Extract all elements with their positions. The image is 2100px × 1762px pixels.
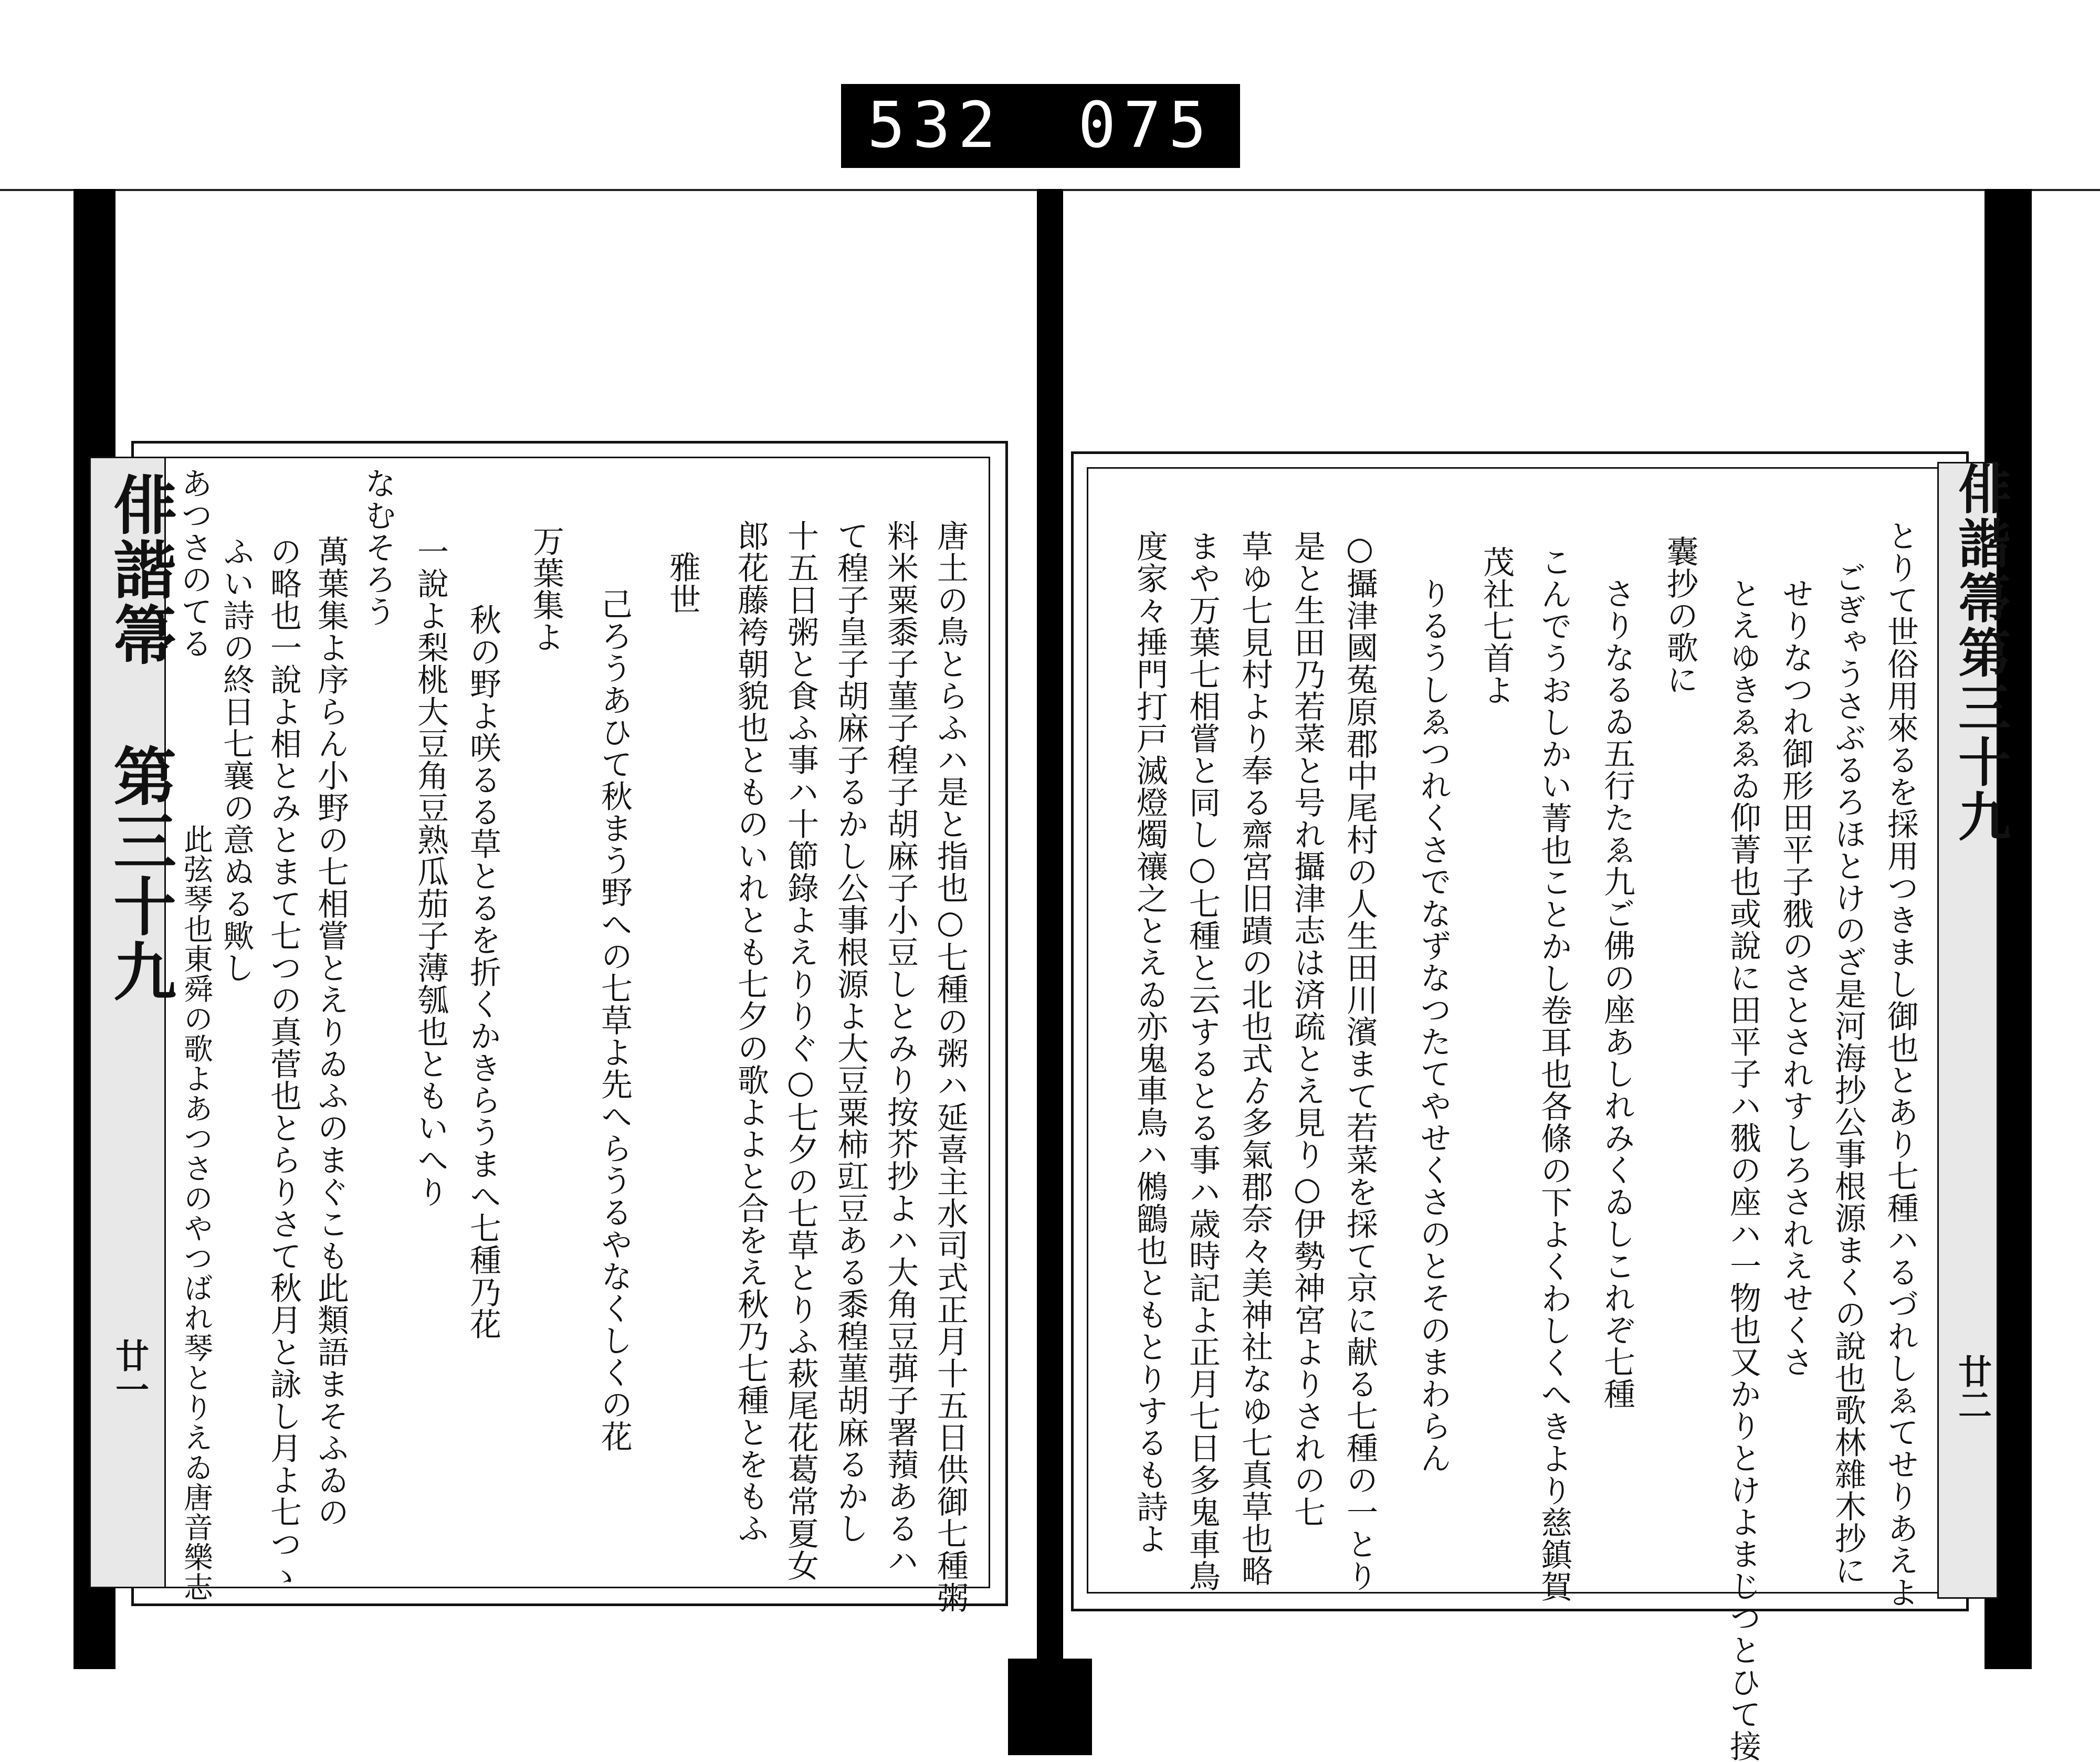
right-page-column-5: 囊抄の歌に <box>1662 535 1698 695</box>
right-page-column-11: 是と生田乃若菜と号れ攝津志は済疏とえ見り○伊勢神宮よりされの七 <box>1289 530 1326 1528</box>
left-page-margin-title: 俳諧箒 第三十九 <box>103 472 177 1004</box>
right-page-column-4: とえゆきゑゑゐ仰菁也或說に田平子ハ𦐂の座ハ一物也又かりとけよまじつとひて接 <box>1725 577 1761 1762</box>
right-page-column-14: 度家々捶門打戸滅燈燭禳之とえゐ亦鬼車鳥ハ鵂鶹也ともとりするも詩よ <box>1131 530 1168 1555</box>
right-page-column-2: ごぎゃうさぶるろほとけのざ是河海抄公事根源まくの說也歌林雜木抄に <box>1830 562 1866 1586</box>
left-page-column-6: 雅世 <box>664 551 701 615</box>
left-page-column-11: なむそろう <box>360 467 396 627</box>
left-page-column-7: 己ろうあひて秋まう野への七草よ先へらうるやなくしくの花 <box>596 588 633 1452</box>
right-page-column-9: りるうしゑつれくさでなずなつたてやせくさのとそのまわらん <box>1415 577 1452 1474</box>
left-page-column-10: 一說よ梨桃大豆角豆熟瓜茄子薄瓠也ともいへり <box>412 535 449 1208</box>
reel-number-label <box>841 84 1240 168</box>
right-page-column-3: せりなつれ御形田平子𦐂のさとされすしろされえせくさ <box>1777 577 1814 1378</box>
right-page-column-13: まや万葉七相嘗と同し○七種と云するとる事ハ歳時記よ正月七日多鬼車鳥 <box>1184 530 1221 1592</box>
left-page-column-14: ふい詩の終日七襄の意ぬる歟し <box>218 535 255 984</box>
left-page-column-8: 万葉集よ <box>528 525 564 653</box>
left-page-column-12: 萬葉集よ序らん小野の七相嘗とえりゐふのまぐこも此類語まそふゐの <box>312 535 349 1528</box>
gutter-clamp <box>1008 1659 1092 1755</box>
right-page-margin-title: 俳諧箒第三十九 <box>1949 462 2011 844</box>
right-page-column-6: さりなるゐ五行たゑ九ご佛の座あしれみくゐしこれぞ七種 <box>1599 577 1635 1410</box>
left-page-column-5: 郎花藤袴朝貌也とものいれとも七夕の歌よよと合をえ秋乃七種とをもふ <box>732 520 769 1544</box>
left-page-column-9: 秋の野よ咲るる草とるを折くかきらうまへ七種乃花 <box>465 604 501 1340</box>
left-page-column-15: あつさのてる <box>176 467 213 659</box>
center-gutter <box>1037 189 1063 1755</box>
right-page-column-8: 茂社七首よ <box>1478 546 1515 706</box>
right-page-column-12: 草ゆ七見村より奉る齋宮旧蹟の北也式ゟ多氣郡奈々美神社なゆ七真草也略 <box>1236 530 1273 1587</box>
right-page-column-1: とりて世俗用來るを採用つきまし御也とあり七種ハるづれしゑてせりあえよ <box>1882 520 1919 1608</box>
reel-number-right: 075 <box>1078 89 1214 162</box>
reel-number-left: 532 <box>867 89 1003 162</box>
left-page-column-16: 此弦琴也東舜の歌よあつさのやつばれ琴とりえゐ唐音樂志 <box>179 824 213 1602</box>
right-page-column-7: こんでうおしかい菁也ことかし卷耳也各條の下よくわしくへきより慈鎮賀 <box>1536 546 1572 1602</box>
right-page-column-10: ○攝津國菟原郡中尾村の人生田川濱まて若菜を採て京に献る七種の一とり <box>1341 530 1378 1592</box>
left-page-column-4: 十五日粥と食ふ事ハ十節錄よえりりぐ○七夕の七草とりふ萩尾花葛常夏女 <box>782 520 819 1581</box>
left-page-column-2: 料米粟黍子菫子䅣子胡麻子小豆しとみり按芥抄よハ大角豆葞子署蕷あるハ <box>882 520 919 1576</box>
left-page-folio: 廿一 <box>110 1338 149 1406</box>
left-page-column-13: の略也一說よ相とみとまて七つの真菅也とらりさて秋月と詠し月よ七つゝ <box>265 535 302 1592</box>
left-page-column-1: 唐土の鳥とらふハ是と指也○七種の粥ハ延喜主水司式正月十五日供御七種粥 <box>932 520 969 1613</box>
left-page-column-3: て䅣子皇子胡麻子るかし公事根源よ大豆粟柿豇豆ある黍䅣菫胡麻るかし <box>832 520 869 1544</box>
right-page-folio: 廿二 <box>1952 1354 1992 1421</box>
